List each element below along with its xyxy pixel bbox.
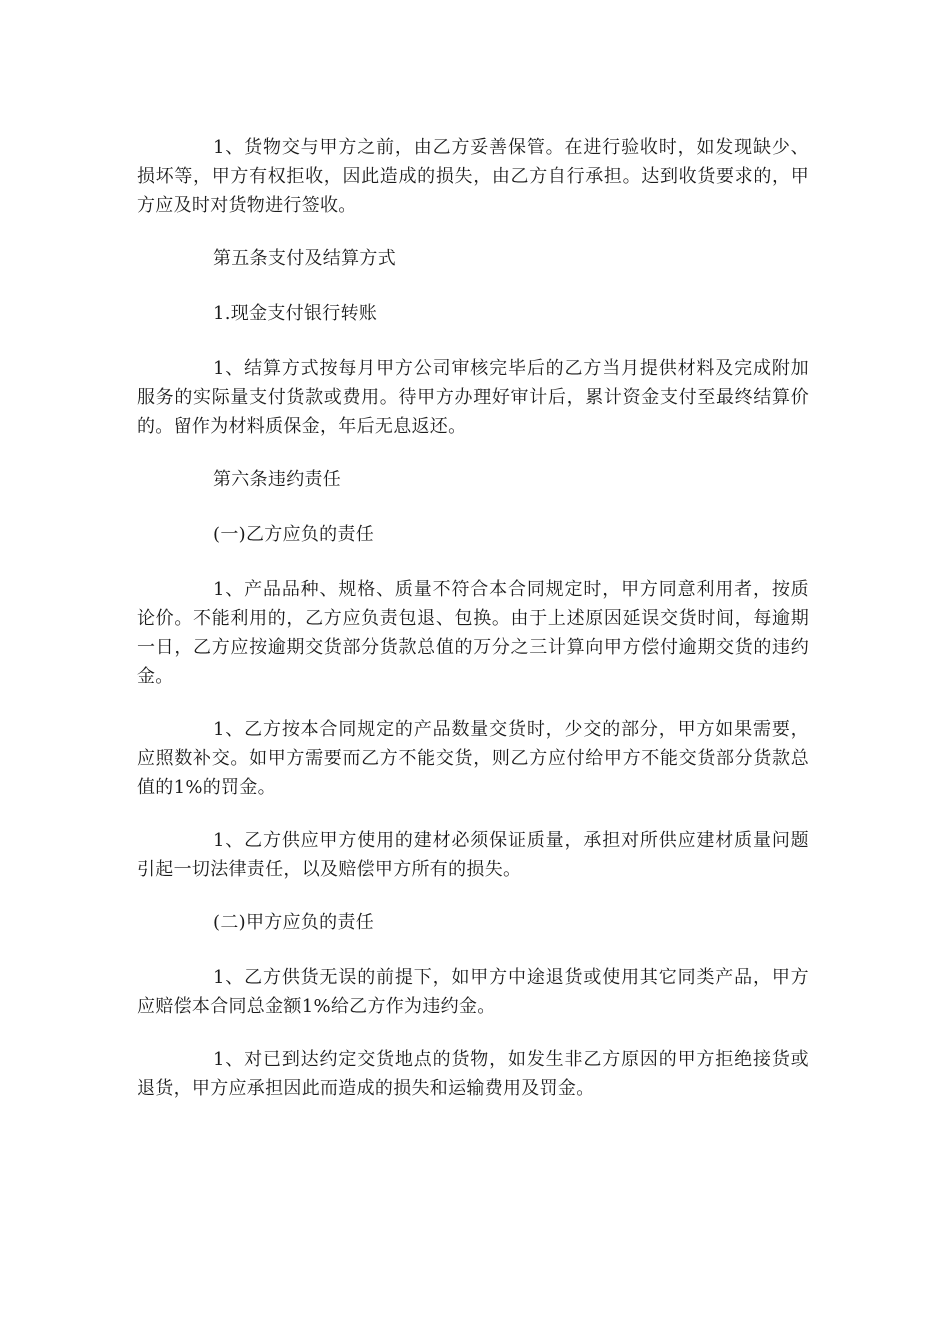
heading-party-b-liability: (一)乙方应负的责任 (213, 524, 375, 545)
paragraph-quantity-liability: 1、乙方按本合同规定的产品数量交货时，少交的部分，甲方如果需要，应照数补交。如甲方需要而乙方不能交货，则乙方应付给甲方不能交货部分货款总值的1%的罚金。 (137, 719, 809, 798)
paragraph-payment-method: 1.现金支付银行转账 (213, 303, 378, 324)
heading-party-a-liability: (二)甲方应负的责任 (213, 912, 375, 933)
document-body (137, 133, 809, 1127)
paragraph-return-penalty: 1、乙方供货无误的前提下，如甲方中途退货或使用其它同类产品，甲方应赔偿本合同总金额1%给乙方作为违约金。 (137, 967, 809, 1017)
heading-article-6: 第六条违约责任 (213, 469, 342, 490)
paragraph-material-quality: 1、乙方供应甲方使用的建材必须保证质量，承担对所供应建材质量问题引起一切法律责任，以及赔偿甲方所有的损失。 (137, 830, 809, 880)
paragraph-goods-custody: 1、货物交与甲方之前，由乙方妥善保管。在进行验收时，如发现缺少、损坏等，甲方有权拒收，因此造成的损失，由乙方自行承担。达到收货要求的，甲方应及时对货物进行签收。 (137, 137, 809, 216)
paragraph-quality-liability: 1、产品品种、规格、质量不符合本合同规定时，甲方同意利用者，按质论价。不能利用的，乙方应负责包退、包换。由于上述原因延误交货时间，每逾期一日，乙方应按逾期交货部分货款总值的万分之三计算向甲方偿付逾期交货的违约金。 (137, 579, 809, 687)
paragraph-refusal-liability: 1、对已到达约定交货地点的货物，如发生非乙方原因的甲方拒绝接货或退货，甲方应承担因此而造成的损失和运输费用及罚金。 (137, 1049, 809, 1099)
paragraph-settlement: 1、结算方式按每月甲方公司审核完毕后的乙方当月提供材料及完成附加服务的实际量支付货款或费用。待甲方办理好审计后，累计资金支付至最终结算价的。留作为材料质保金，年后无息返还。 (137, 358, 809, 437)
heading-article-5: 第五条支付及结算方式 (213, 248, 396, 269)
